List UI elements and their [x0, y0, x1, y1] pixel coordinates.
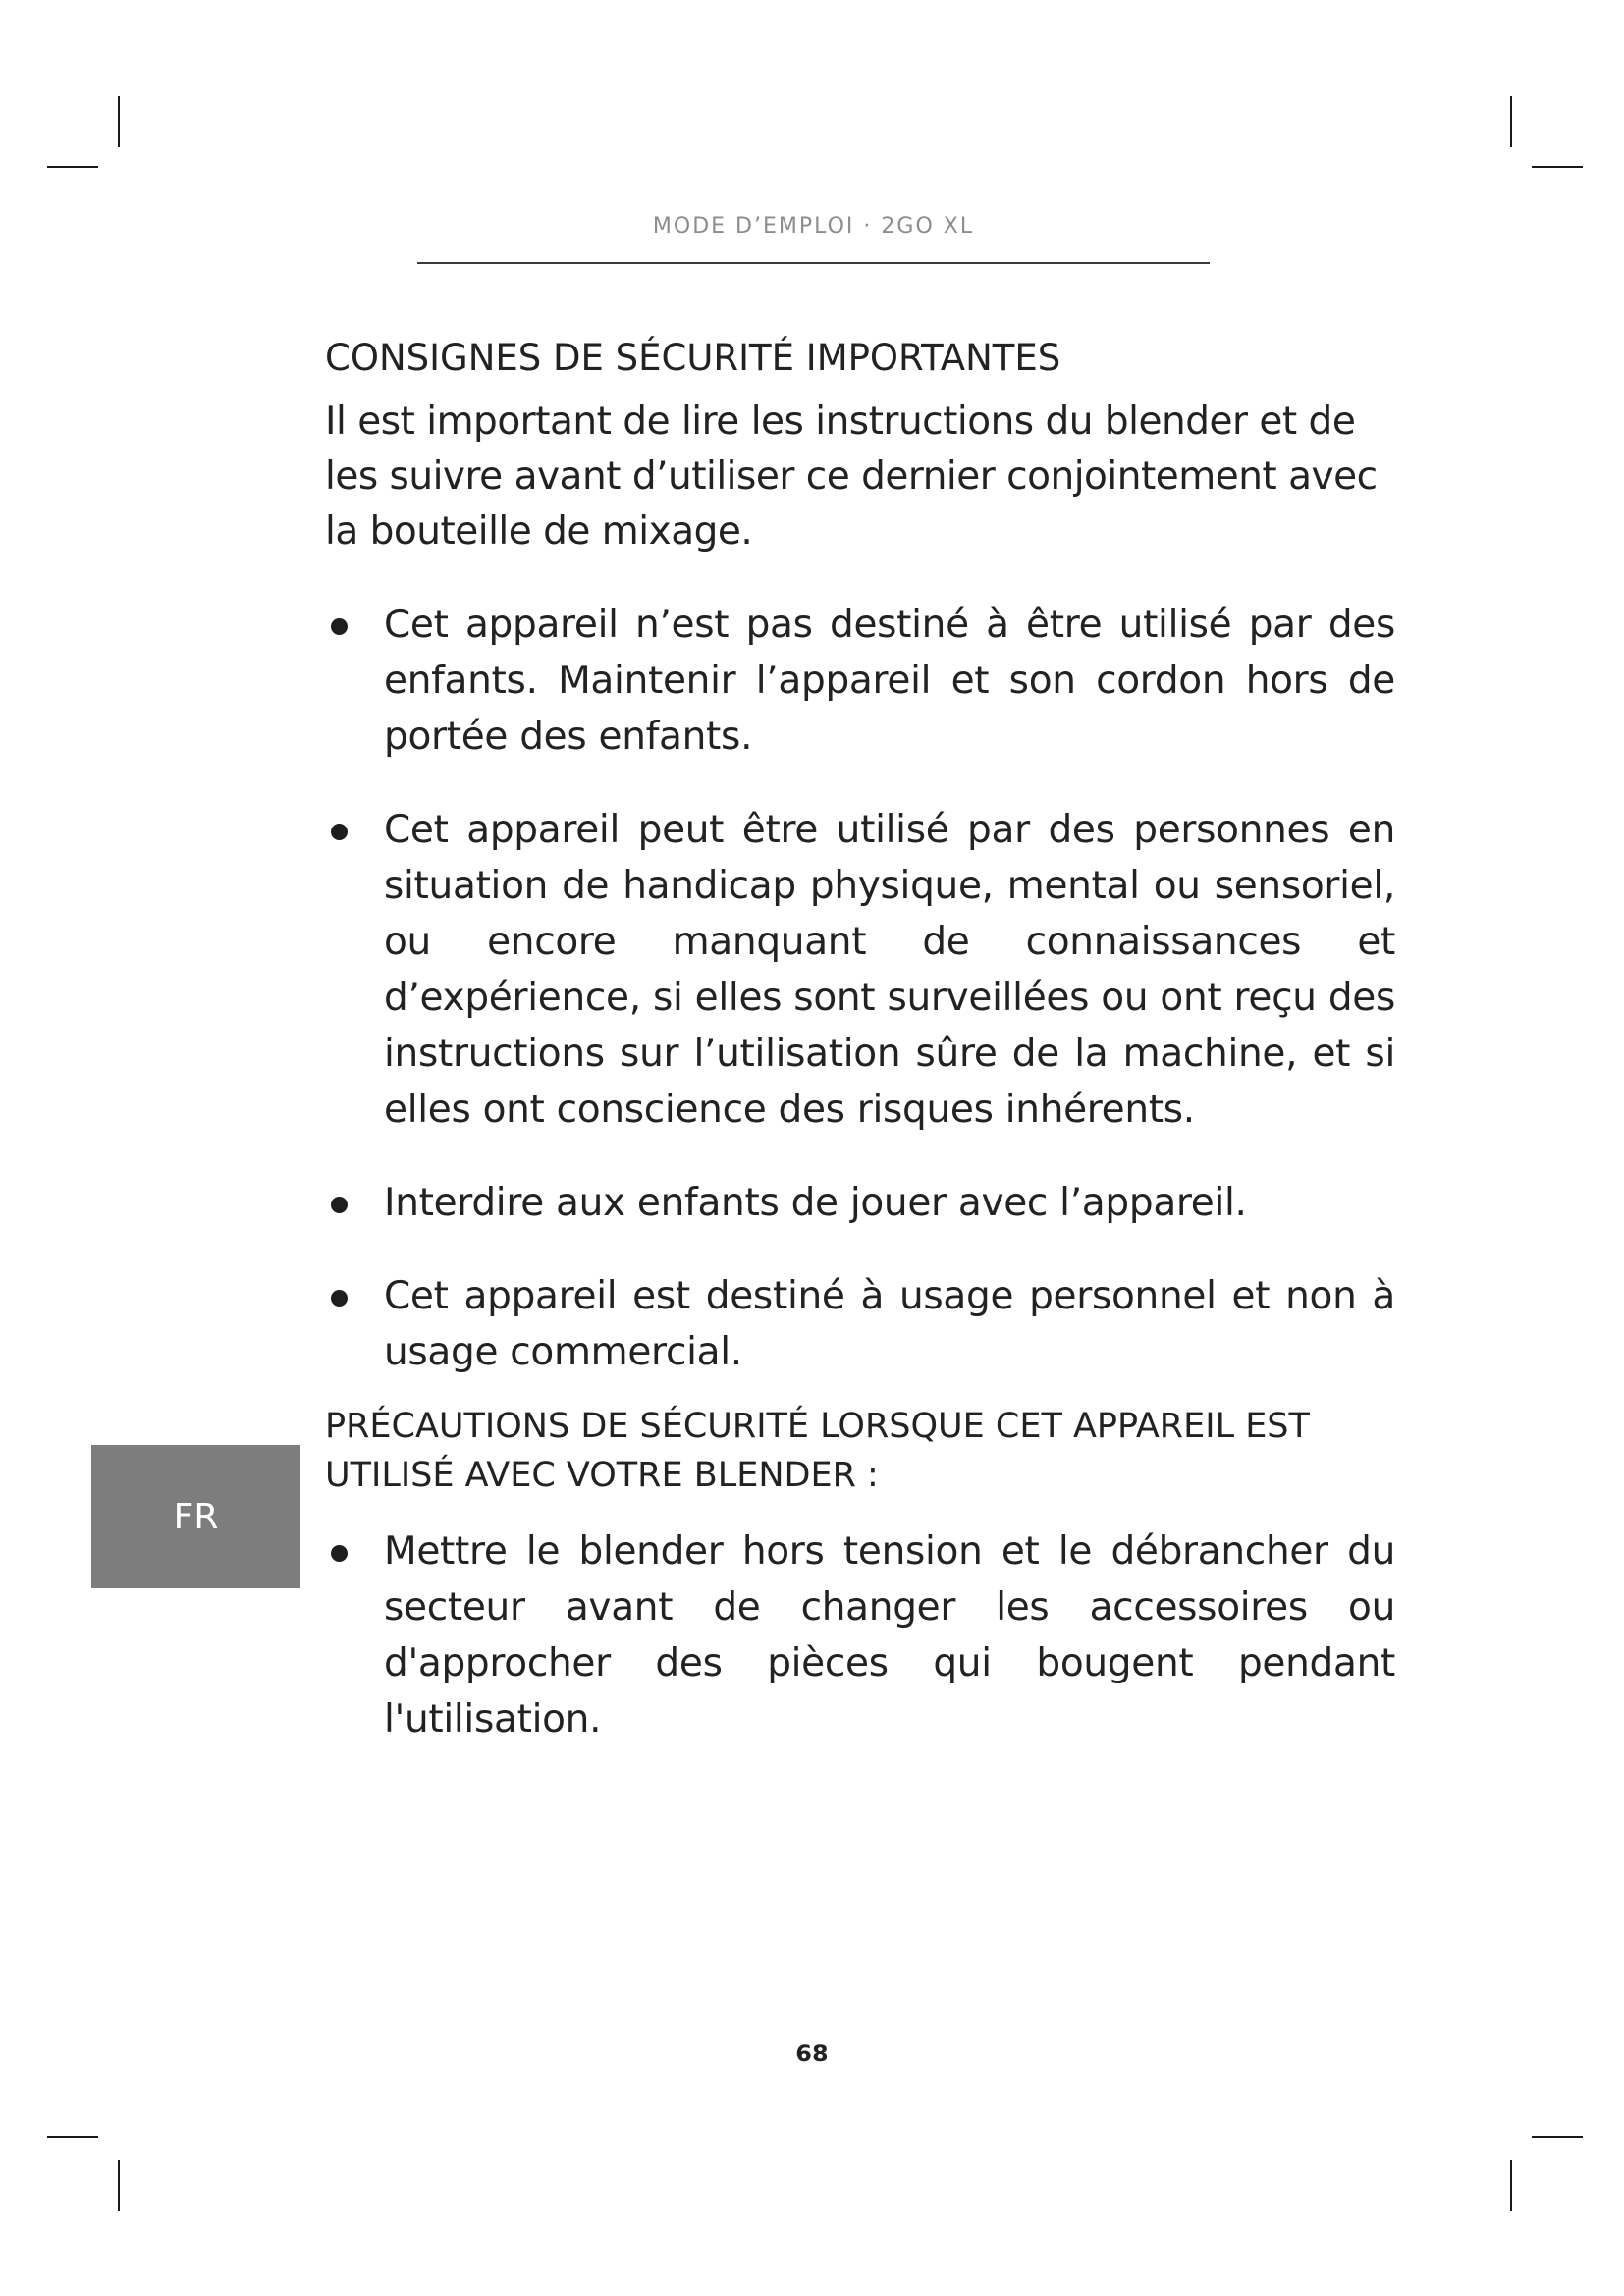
list-item-text: Interdire aux enfants de jouer avec l’appareil.: [384, 1181, 1247, 1225]
list-item: [325, 1523, 1395, 1747]
page-number: 68: [795, 2040, 829, 2067]
crop-mark-bottom-right-vertical: [1510, 2160, 1512, 2211]
crop-mark-bottom-left-horizontal: [47, 2136, 98, 2138]
crop-mark-bottom-right-horizontal: [1532, 2136, 1583, 2138]
list-item: [325, 1268, 1395, 1380]
list-item-text: Cet appareil n’est pas destiné à être utilisé par des enfants. Maintenir l’appareil et son cordon hors de portée des enfants.: [384, 603, 1395, 759]
page-content: [325, 334, 1405, 1747]
bullet-icon: [331, 1197, 348, 1213]
precautions-list: [325, 1523, 1405, 1747]
crop-mark-top-right-horizontal: [1532, 166, 1583, 168]
list-item-text: Cet appareil peut être utilisé par des personnes en situation de handicap physique, mental ou sensoriel, ou encore manquant de connaissances et d’expérience, si elles sont surveillées ou ont reçu des instructions sur l’utilisation sûre de la machine, et si elles ont conscience des risques inhérents.: [384, 808, 1395, 1132]
crop-mark-bottom-left-vertical: [118, 2160, 120, 2211]
crop-mark-top-right-vertical: [1510, 96, 1512, 147]
language-tab-label: FR: [173, 1496, 219, 1537]
safety-instructions-list: [325, 597, 1405, 1380]
header-rule: [417, 262, 1210, 264]
section-title-precautions: PRÉCAUTIONS DE SÉCURITÉ LORSQUE CET APPAREIL EST UTILISÉ AVEC VOTRE BLENDER :: [325, 1407, 1310, 1495]
list-item: [325, 1175, 1395, 1231]
list-item-text: Mettre le blender hors tension et le débrancher du secteur avant de changer les accessoires ou d'approcher des pièces qui bougent pendant l'utilisation.: [384, 1529, 1395, 1741]
list-item: [325, 802, 1395, 1138]
running-header: MODE D’EMPLOI · 2GO XL: [652, 214, 975, 239]
bullet-icon: [331, 1290, 348, 1307]
list-item: [325, 597, 1395, 765]
bullet-icon: [331, 618, 348, 635]
section-title-safety-instructions: CONSIGNES DE SÉCURITÉ IMPORTANTES: [325, 337, 1061, 379]
bullet-icon: [331, 1545, 348, 1562]
language-tab: [91, 1445, 300, 1588]
list-item-text: Cet appareil est destiné à usage personnel et non à usage commercial.: [384, 1274, 1395, 1374]
crop-mark-top-left-horizontal: [47, 166, 98, 168]
intro-paragraph: Il est important de lire les instructions du blender et de les suivre avant d’utiliser ce dernier conjointement avec la bouteille de mixage.: [325, 400, 1378, 554]
bullet-icon: [331, 824, 348, 840]
crop-mark-top-left-vertical: [118, 96, 120, 147]
